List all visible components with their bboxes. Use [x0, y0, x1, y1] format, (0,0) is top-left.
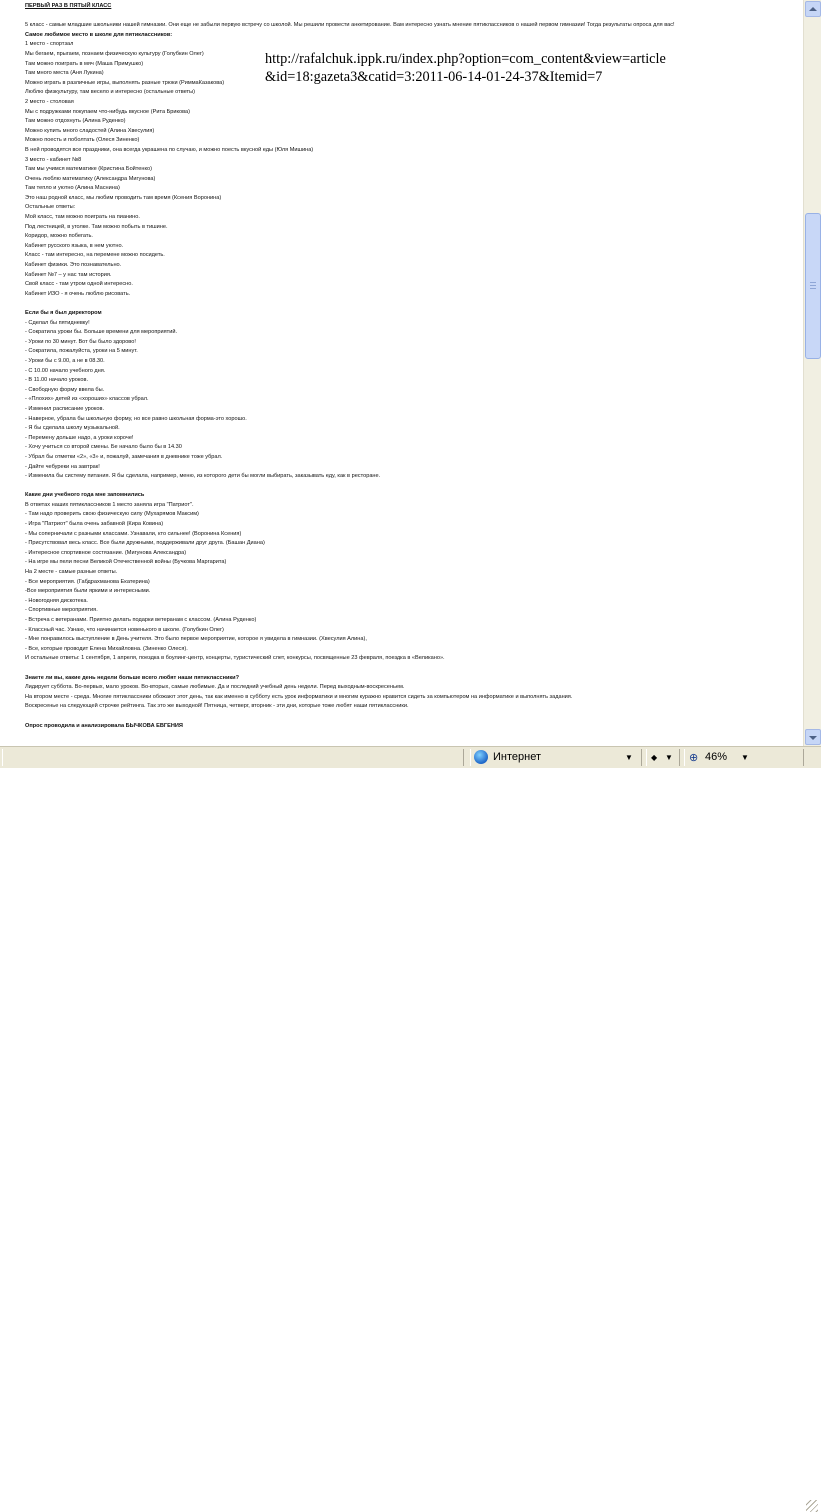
article-line: Можно купить много сладостей (Алина Хвесулия)	[25, 127, 155, 134]
article-line: Люблю физкультуру, там весело и интересно (остальные ответы)	[25, 89, 195, 96]
resize-grip[interactable]	[806, 1500, 818, 1512]
article-line: Класс - там интересно, на перемене можно посидеть.	[25, 252, 165, 259]
article-line: 2 место - столовая	[25, 98, 74, 105]
article-line: - Изменила бы систему питания. Я бы сделала, например, меню, из которого дети бы могли выбирать, заказывать еду, как в ресторане.	[25, 473, 381, 480]
vertical-scrollbar[interactable]	[803, 0, 821, 746]
zoom-control[interactable]	[684, 749, 804, 766]
article-line: Можно поесть и поболтать (Олеся Зиненко)	[25, 137, 140, 144]
article-line: На 2 месте - самые разные ответы.	[25, 569, 118, 576]
article-line: - Присутствовал весь класс. Все были дружными, поддерживали друг друга. (Башан Диана)	[25, 540, 265, 547]
article-line: - Встреча с ветеранами. Приятно делать подарки ветеранам с классом. (Алина Руденко)	[25, 617, 257, 623]
zoom-level: 46%	[705, 751, 728, 763]
protected-mode-pane[interactable]	[646, 749, 680, 766]
article-line: Свой класс - там утром одной интересно.	[25, 281, 133, 288]
security-zone[interactable]	[470, 749, 642, 766]
globe-icon	[474, 750, 488, 764]
article-line: Мы с подружками покупаем что-нибудь вкусное (Рита Брикова)	[25, 108, 191, 115]
article-line: - В 11.00 начало уроков.	[25, 377, 89, 384]
scroll-down-button[interactable]	[805, 729, 821, 745]
status-text-pane	[2, 749, 464, 766]
article-line: - Мне понравилось выступление в День учителя. Это было первое мероприятие, которое я увидела в гимназии. (Хвесулия Алина),	[25, 636, 367, 643]
article-line: - Сократила, пожалуйста, уроки на 5 минут.	[25, 348, 138, 355]
article-line: - Спортивные мероприятия.	[25, 607, 98, 614]
scroll-up-button[interactable]	[805, 1, 821, 17]
chevron-down-icon[interactable]: ▼	[741, 753, 749, 762]
article-line: На втором месте - среда. Многие пятиклассники обожают этот день, так как именно в субботу есть урок информатики и многим куражно нравится сидеть за компьютером на информатике и выполнять задания.	[25, 693, 573, 700]
article-line: - Убрал бы отметки «2», «3» и, пожалуй, замечания в дневнике тоже убрал.	[25, 453, 223, 460]
article-line: Остальные ответы:	[25, 204, 76, 211]
article-line: - Сократила уроки бы. Больше времени для мероприятий.	[25, 329, 178, 336]
section-heading: Самое любимое место в школе для пятиклассников:	[25, 31, 173, 38]
source-url-line-2: &id=18:gazeta3&catid=3:2011-06-14-01-24-37&Itemid=7	[265, 69, 603, 85]
chevron-down-icon[interactable]: ▼	[625, 753, 633, 762]
article-line: Мой класс, там можно поиграть на пианино.	[25, 214, 140, 221]
source-url-line-1: http://rafalchuk.ippk.ru/index.php?option=com_content&view=article	[265, 51, 666, 67]
article-line: Очень люблю математику (Александра Мигунова)	[25, 175, 156, 182]
scroll-thumb[interactable]	[805, 213, 821, 359]
article-line: - Перемену дольше надо, а уроки короче!	[25, 434, 134, 441]
article-line: - Классный час. Узнаю, что начинается новенького в школе. (Голубкин Олег)	[25, 626, 224, 633]
article-line: - Сделал бы пятидневку!	[25, 319, 90, 326]
article-line: Кабинет физики. Это познавательно.	[25, 262, 122, 269]
article-title[interactable]: ПЕРВЫЙ РАЗ В ПЯТЫЙ КЛАСС	[25, 3, 112, 9]
status-bar	[0, 746, 821, 768]
article-line: И остальные ответы: 1 сентября, 1 апреля, поездка в боулинг-центр, концерты, туристический слет, конкурсы, посвященные 23 февраля, поездка в «Великано».	[25, 655, 445, 662]
source-url	[265, 50, 666, 86]
article-line: - Уроки бы с 9.00, а не в 08.30.	[25, 357, 105, 364]
article-line: Там можно отдохнуть (Алина Руденко)	[25, 118, 126, 125]
article-line: 1 место - спортзал	[25, 41, 74, 48]
article-line: Кабинет русского языка, в нем уютно.	[25, 242, 124, 249]
article-line: Там можно поиграть в мяч (Маша Примушко)	[25, 60, 144, 67]
zoom-icon: ⊕	[689, 752, 699, 764]
arrow-down-icon	[809, 736, 817, 740]
article-line: - Там надо проверить свою физическую силу (Мухарямов Максим)	[25, 511, 199, 518]
chevron-down-icon[interactable]: ▼	[665, 753, 673, 762]
section-favorite-weekday	[25, 683, 795, 712]
article-line: - Уроки по 30 минут. Вот бы было здорово!	[25, 338, 136, 345]
article-line: - Интересное спортивное состязание. (Мигунова Александра)	[25, 549, 187, 556]
article-line: - Дайте чебуреки на завтрак!	[25, 463, 100, 470]
arrow-up-icon	[809, 7, 817, 11]
article-line: В ней проводятся все праздники, она всегда украшена по случаю, и можно поесть вкусной еды (Юля Мишина)	[25, 146, 314, 153]
article-body	[25, 2, 795, 731]
grip-icon	[810, 282, 816, 283]
article-line: - Все, которые проводит Елена Михайловна. (Зиненко Олеся).	[25, 645, 188, 652]
article-line: - Изменил расписание уроков.	[25, 405, 105, 412]
article-line: Воскресенье на следующей строчке рейтинга. Так это же выходной! Пятница, четверг, вторник - эти дни, которые тоже любят наши пятиклассники.	[25, 703, 409, 710]
section-heading: Какие дни учебного года мне запомнились	[25, 492, 145, 499]
grip-icon	[810, 285, 816, 286]
article-line: Там мы учимся математике (Кристина Бойтенко)	[25, 166, 152, 173]
article-line: Кабинет ИЗО - я очень люблю рисовать.	[25, 290, 131, 297]
article-line: - Мы соперничали с разными классами. Узнавали, кто сильнее! (Воронина Ксения)	[25, 530, 242, 537]
article-line: В ответах наших пятиклассников 1 место заняла игра "Патриот".	[25, 501, 194, 508]
article-line: Мы бегаем, прыгаем, познаем физическую культуру (Голубкин Олег)	[25, 50, 204, 57]
article-line: Можно играть в различные игры, выполнять разные трюки (РиммаКазакова)	[25, 79, 225, 86]
article-line: Под лестницей, в уголке. Там можно побыть в тишине.	[25, 223, 168, 230]
article-line: - «Плохих» детей из «хороших» классов убрал.	[25, 396, 149, 403]
article-footer: Опрос проводила и анализировала БЫЧКОВА ЕВГЕНИЯ	[25, 722, 183, 729]
section-if-director	[25, 319, 795, 482]
page-viewport	[0, 0, 803, 746]
article-line: - С 10.00 начало учебного дня.	[25, 367, 106, 374]
article-line: - Свободную форму ввела бы.	[25, 386, 105, 393]
article-line: - Новогодняя дискотека.	[25, 597, 88, 604]
article-line: Коридор, можно побегать.	[25, 233, 93, 240]
section-memorable-days	[25, 501, 795, 664]
article-line: Там тепло и уютно (Алина Маснина)	[25, 185, 120, 192]
section-heading: Знаете ли вы, какие день недели больше всего любят наши пятиклассники?	[25, 674, 240, 681]
article-line: Там много места (Аня Лукина)	[25, 70, 104, 77]
article-intro: 5 класс - самые младшие школьники нашей гимназии. Они еще не забыли первую встречу со школой. Мы решили провести анкетирование. Вам интересно узнать мнение пятиклассников о нашей первом гимназии! Тогда результаты опроса для вас!	[25, 22, 675, 29]
article-line: Это наш родной класс, мы любим проводить там время (Ксения Воронина)	[25, 194, 222, 201]
article-line: - Я бы сделала школу музыкальной.	[25, 425, 120, 432]
article-line: - Наверное, убрала бы школьную форму, но все равно школьная форма-это хорошо.	[25, 415, 247, 422]
article-line: - Игра "Патриот" была очень забавной (Кира Ковина)	[25, 521, 164, 528]
article-line: - Все мероприятия. (Габдрахманова Екатерина)	[25, 578, 150, 585]
article-line: -Все мероприятия были яркими и интересными.	[25, 588, 151, 595]
article-line: 3 место - кабинет №8	[25, 156, 82, 163]
article-line: Кабинет №7 – у нас там история.	[25, 271, 112, 278]
security-zone-label: Интернет	[493, 751, 541, 763]
article-line: - Хочу учиться со второй смены. Бе начало было бы в 14.30	[25, 444, 182, 451]
article-line: Лидирует суббота. Во-первых, мало уроков. Во-вторых, самые любимые. Да и последний учебный день недели. Перед выходным-воскресеньем.	[25, 684, 405, 691]
grip-icon	[810, 288, 816, 289]
article-line: - На игре мы пели песни Великой Отечественной войны (Бучкова Маргарита)	[25, 559, 227, 566]
section-heading: Если бы я был директором	[25, 310, 102, 316]
shield-icon: ◆	[651, 753, 658, 762]
